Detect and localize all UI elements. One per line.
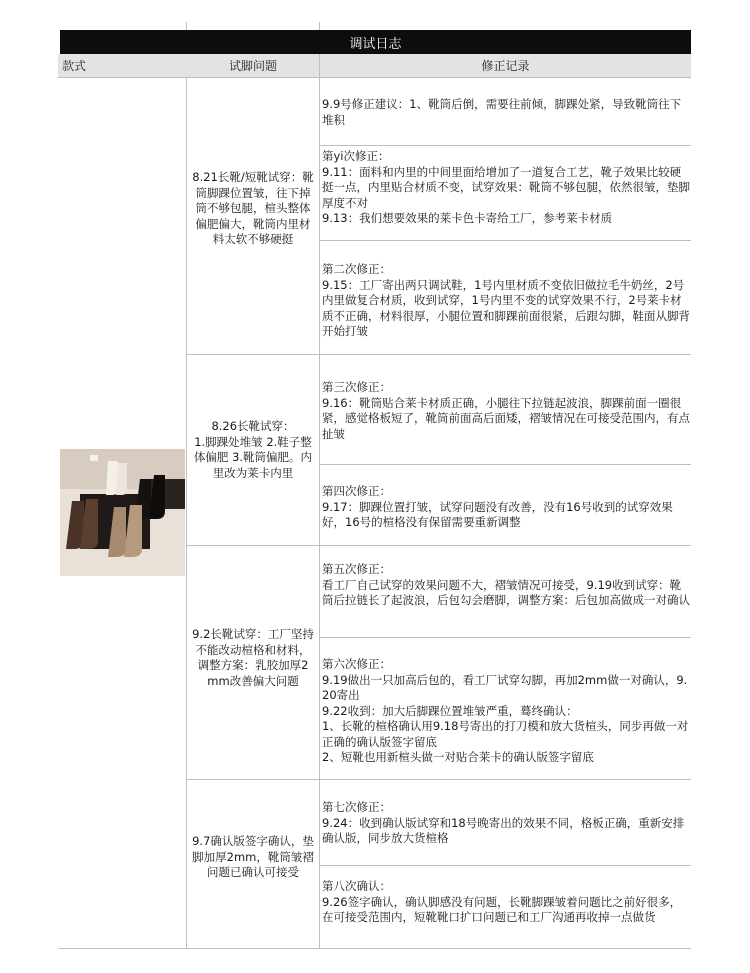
sheet-title: 调试日志	[60, 30, 691, 54]
problem-cell: 8.21长靴/短靴试穿：靴筒脚踝位置皱，往下掉筒不够包腿，楦头整体偏肥偏大，靴筒内里材料太软不够硬挺	[192, 170, 314, 246]
record-cell: 第yi次修正： 9.11：面料和内里的中间里面给增加了一道复合工艺，靴子效果比较硬挺一点，内里贴合材质不变，试穿效果：靴筒不够包腿，依然很皱，垫脚厚度不对 9.13：我们想要效果的莱卡色卡寄给工厂，参考莱卡材质	[322, 149, 690, 225]
record-cell: 第七次修正： 9.24：收到确认版试穿和18号晚寄出的效果不同，格板正确，重新安排确认版，同步放大货楦格	[322, 800, 685, 845]
row-divider	[187, 545, 691, 546]
boots-product-photo-icon	[60, 449, 185, 576]
record-divider	[320, 865, 691, 866]
grid-line	[186, 22, 187, 948]
record-divider	[320, 637, 691, 638]
record-divider	[320, 145, 691, 146]
header-style-label: 款式	[62, 59, 87, 73]
grid-line	[319, 22, 320, 948]
boots-photo	[60, 449, 185, 576]
record-cell: 第八次确认： 9.26签字确认，确认脚感没有问题，长靴脚踝皱着问题比之前好很多，在可接受范围内，短靴靴口扩口问题已和工厂沟通再收掉一点做货	[322, 879, 682, 924]
problem-cell: 9.2长靴试穿：工厂坚持不能改动楦格和材料，调整方案：乳胶加厚2mm改善偏大问题	[192, 627, 314, 688]
problem-cell: 9.7确认版签字确认，垫脚加厚2mm，靴筒皱褶问题已确认可接受	[192, 834, 314, 879]
row-divider	[58, 948, 691, 949]
header-record-label: 修正记录	[481, 59, 530, 73]
header-problem	[187, 54, 319, 78]
record-cell: 第四次修正： 9.17：脚踝位置打皱，试穿问题没有改善，没有16号收到的试穿效果好，16号的楦格没有保留需要重新调整	[322, 484, 673, 529]
record-cell: 第三次修正： 9.16：靴筒贴合莱卡材质正确，小腿往下拉链起波浪，脚踝前面一圈很紧，感觉格板短了，靴筒前面高后面矮，褶皱情况在可接受范围内，有点扯皱	[322, 380, 690, 441]
header-record	[320, 54, 691, 78]
record-cell: 第六次修正： 9.19做出一只加高后包的，看工厂试穿勾脚，再加2mm做一对确认，9.20寄出 9.22收到：加大后脚踝位置堆皱严重，蓦终确认： 1、长靴的楦格确认用9.18号寄出的打刀模和放大货楦头，同步再做一对正确的确认版签字留底 2、短靴也用新楦头做一对贴合莱卡的确认版签字留底	[322, 657, 689, 764]
record-cell: 第二次修正： 9.15：工厂寄出两只调试鞋，1号内里材质不变依旧做拉毛牛奶丝，2号内里做复合材质，收到试穿，1号内里不变的试穿效果不行，2号莱卡材质不正确，材料很厚，小腿位置和脚踝前面很紧，后跟勾脚，鞋面从脚背开始打皱	[322, 262, 690, 338]
record-cell: 9.9号修正建议：1、靴筒后倒，需要往前倾，脚踝处紧，导致靴筒往下堆积	[322, 97, 682, 127]
record-divider	[320, 464, 691, 465]
header-style	[58, 54, 187, 78]
header-problem-label: 试脚问题	[228, 59, 277, 73]
record-divider	[320, 240, 691, 241]
row-divider	[187, 354, 691, 355]
record-cell: 第五次修正： 看工厂自己试穿的效果问题不大，褶皱情况可接受，9.19收到试穿：靴筒后拉链长了起波浪，后包勾会磨脚，调整方案：后包加高做成一对确认	[322, 562, 690, 607]
problem-cell: 8.26长靴试穿： 1.脚踝处堆皱 2.鞋子整体偏肥 3.靴筒偏肥。内里改为莱卡内里	[193, 419, 313, 480]
row-divider	[187, 779, 691, 780]
